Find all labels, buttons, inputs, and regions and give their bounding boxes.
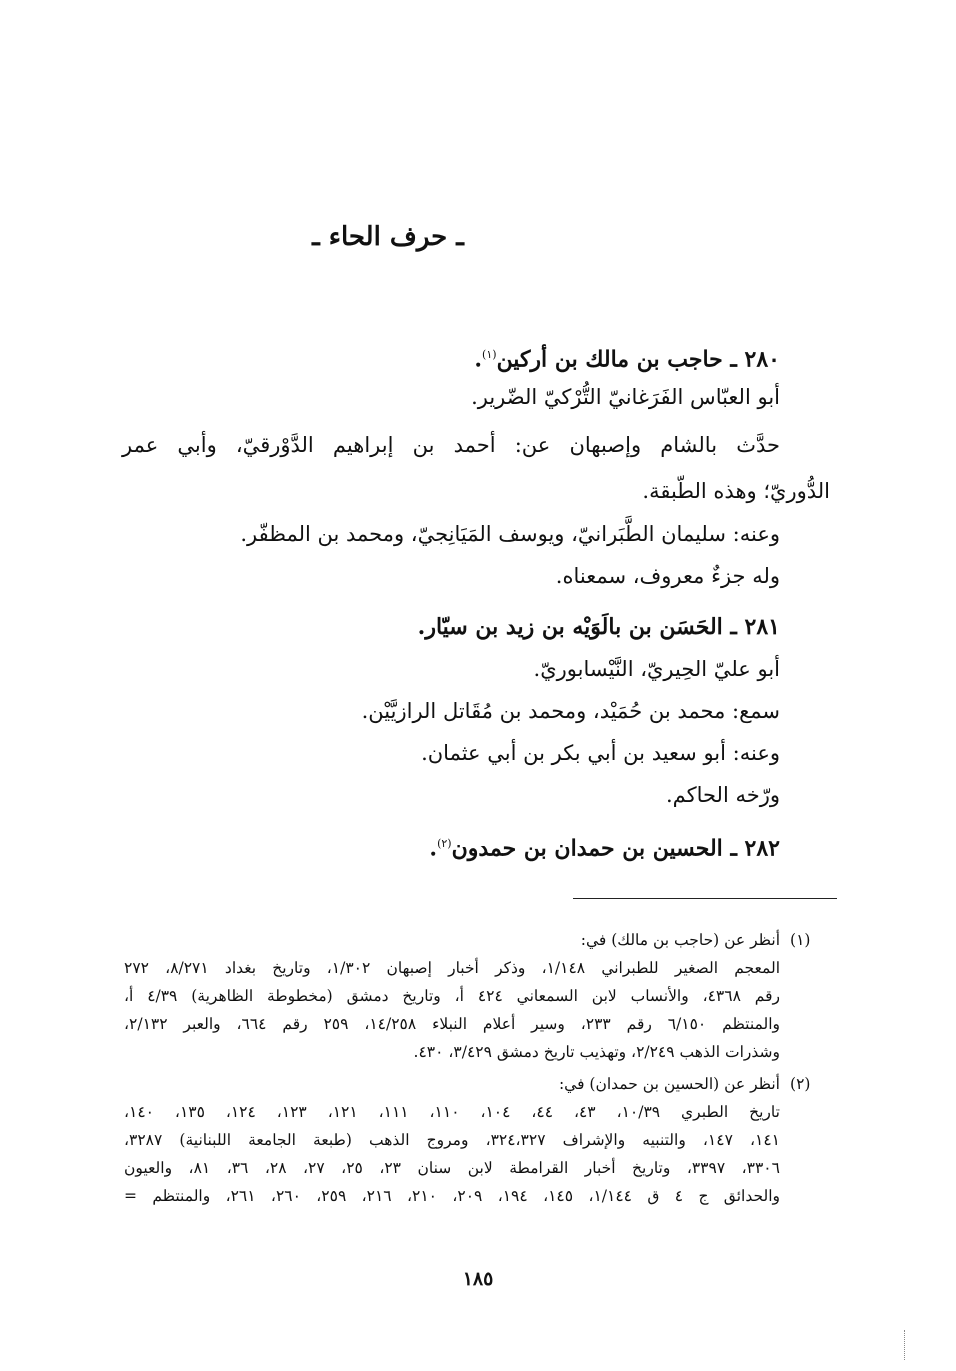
scan-speck (904, 1330, 907, 1360)
footnote-ref-2: (٢) (437, 837, 452, 850)
footnote-2-line-1: أنظر عن (الحسين بن حمدان) في: (558, 1075, 780, 1093)
footnote-2-line-4: ٣٣٠٦، ٣٣٩٧، وتاريخ أخبار القرامطة لابن سنان ٢٣، ٢٥، ٢٧، ٢٨، ٣٦، ٨١، والعيون (124, 1159, 780, 1177)
entry-280-narration-line-2: الدُّوريّ؛ وهذه الطّبقة. (642, 479, 830, 503)
entry-280-heading (420, 340, 780, 374)
entry-280-students: وعنه: سليمان الطَّبَرانيّ، ويوسف المَيَانِجيّ، ومحمد بن المظفّر. (240, 522, 780, 546)
entry-281-students: وعنه: أبو سعيد بن أبي بكر بن أبي عثمان. (421, 741, 780, 765)
footnote-1-line-5: وشذرات الذهب ٢/٢٤٩، وتهذيب تاريخ دمشق ٣/٤٢٩، ٤٣٠. (413, 1043, 780, 1061)
entry-280-note: وله جزءٌ معروف، سمعناه. (555, 564, 780, 588)
footnote-2-line-5: والحدائق ج ٤ ق ١/١٤٤، ١٤٥، ١٩٤، ٢٠٩، ٢١٠، ٢١٦، ٢٥٩، ٢٦٠، ٢٦١، والمنتظم = (124, 1187, 781, 1205)
footnote-divider (573, 898, 837, 899)
entry-280-period: . (474, 346, 483, 373)
entry-281-kunya: أبو عليّ الحِيريّ، النَّيْسابوريّ. (533, 657, 780, 681)
footnote-1-line-4: والمنتظم ٦/١٥٠ رقم ٢٣٣، وسير أعلام النبلاء ١٤/٢٥٨، ٢٥٩ رقم ٦٦٤، والعبر ٢/١٣٢، (124, 1015, 780, 1033)
entry-282-heading (360, 829, 780, 863)
chapter-title: ـ حرف الحاء ـ (312, 222, 464, 252)
footnote-2-number: (٢) (790, 1075, 811, 1093)
entry-281-dated: ورّخه الحاكم. (665, 783, 780, 807)
footnote-2-line-3: ١٤١، ١٤٧، والتنبيه والإشراف ٣٢٤،٣٢٧، ومروج الذهب (طبعة الجامعة اللبنانية) ٣٢٨٧، (124, 1131, 780, 1149)
footnote-2-line-2: تاريخ الطبري ١٠/٣٩، ٤٣، ٤٤، ١٠٤، ١١٠، ١١١، ١٢١، ١٢٣، ١٢٤، ١٣٥، ١٤٠، (124, 1103, 780, 1121)
entry-281-teachers: سمع: محمد بن حُمَيْد، ومحمد بن مُقَاتل الرازيَّيْن. (361, 699, 780, 723)
entry-282-period: . (429, 835, 438, 862)
entry-280-narration-line-1: حدَّث بالشام وإصبهان عن: أحمد بن إبراهيم الدَّوْرقيّ، وأبي عمر (122, 433, 780, 457)
entry-280-name: ٢٨٠ ـ حاجب بن مالك بن أركين (496, 346, 780, 373)
footnote-1-line-2: المعجم الصغير للطبراني ١/١٤٨، وذكر أخبار إصبهان ١/٣٠٢، وتاريخ بغداد ٨/٢٧١، ٢٧٢ (124, 959, 781, 977)
entry-282-name: ٢٨٢ ـ الحسين بن حمدان بن حمدون (451, 835, 780, 862)
entry-281-heading: ٢٨١ ـ الحَسَن بن بالَوَيْه بن زيد بن سيّار. (417, 614, 780, 640)
page-number: ١٨٥ (462, 1268, 494, 1290)
footnote-1-line-1: أنظر عن (حاجب بن مالك) في: (580, 931, 780, 949)
footnote-1-line-3: رقم ٤٣٦٨، والأنساب لابن السمعاني ٤٢٤ أ، وتاريخ دمشق (مخطوطة الظاهرية) ٤/٣٩ أ، (124, 987, 780, 1005)
entry-280-kunya: أبو العبّاس الفَرَغانيّ التُّرْكيّ الضّرير. (471, 385, 780, 409)
footnote-1-number: (١) (790, 931, 811, 949)
footnote-ref-1: (١) (482, 348, 497, 361)
